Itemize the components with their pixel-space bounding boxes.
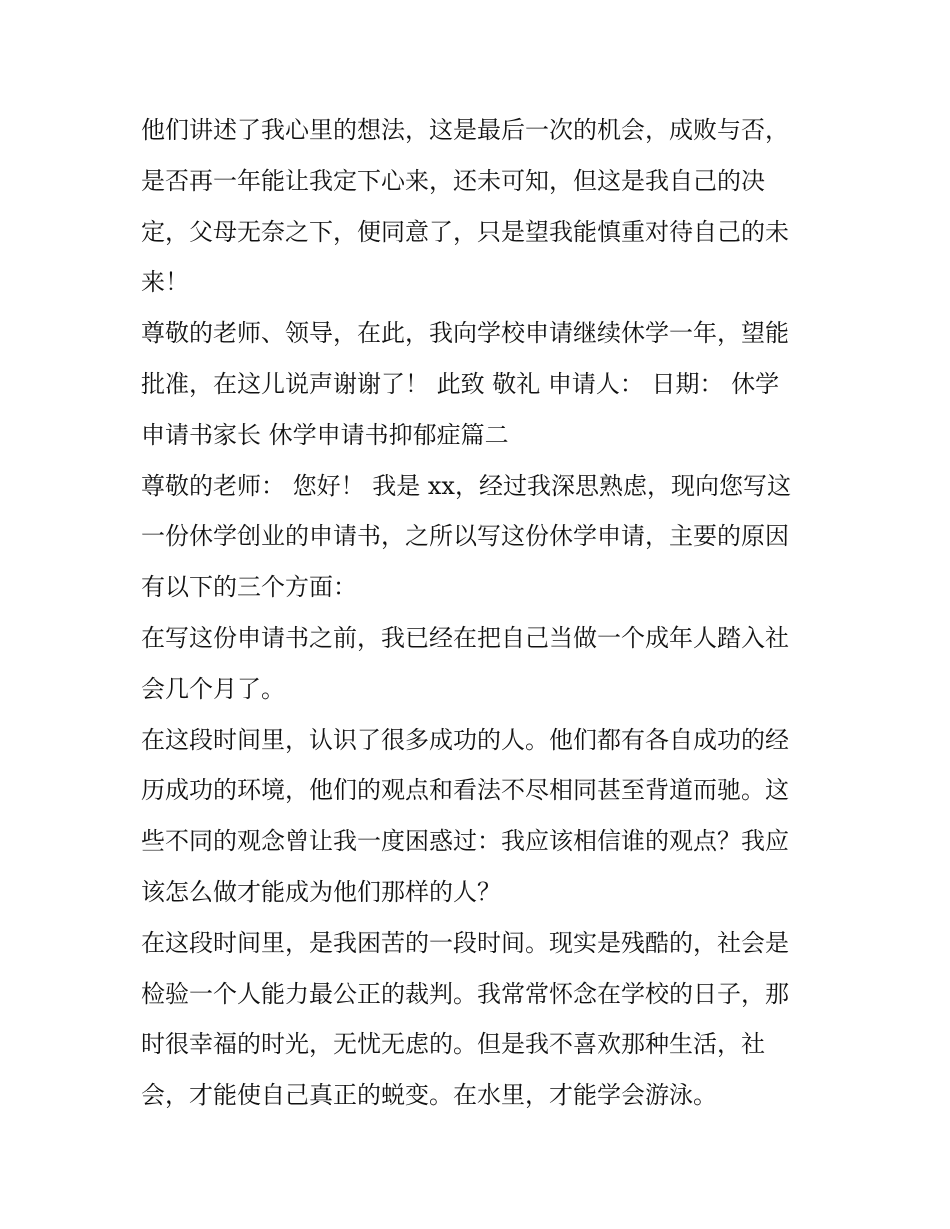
text-line: 会几个月了。 bbox=[141, 674, 285, 703]
text-line: 时很幸福的时光，无忧无虑的。但是我不喜欢那种生活，社 bbox=[141, 1030, 765, 1059]
text-line: 历成功的环境，他们的观点和看法不尽相同甚至背道而驰。这 bbox=[141, 776, 789, 805]
text-line: 在这段时间里，是我困苦的一段时间。现实是残酷的，社会是 bbox=[141, 928, 789, 957]
text-line: 定，父母无奈之下，便同意了，只是望我能慎重对待自己的未 bbox=[141, 217, 789, 246]
text-line: 一份休学创业的申请书，之所以写这份休学申请，主要的原因 bbox=[141, 522, 789, 551]
text-line: 尊敬的老师、领导，在此，我向学校申请继续休学一年，望能 bbox=[141, 319, 789, 348]
text-line: 来！ bbox=[141, 268, 189, 297]
body-text bbox=[141, 105, 821, 1121]
text-line: 检验一个人能力最公正的裁判。我常常怀念在学校的日子，那 bbox=[141, 979, 789, 1008]
text-line: 是否再一年能让我定下心来，还未可知，但这是我自己的决 bbox=[141, 166, 765, 195]
text-line: 在写这份申请书之前，我已经在把自己当做一个成年人踏入社 bbox=[141, 623, 789, 652]
text-line: 会，才能使自己真正的蜕变。在水里，才能学会游泳。 bbox=[141, 1081, 717, 1110]
text-line: 申请书家长 休学申请书抑郁症篇二 bbox=[141, 420, 509, 449]
text-line: 在这段时间里，认识了很多成功的人。他们都有各自成功的经 bbox=[141, 725, 789, 754]
text-line: 些不同的观念曾让我一度困惑过：我应该相信谁的观点？我应 bbox=[141, 827, 789, 856]
text-line: 他们讲述了我心里的想法，这是最后一次的机会，成败与否， bbox=[141, 116, 789, 144]
text-line: 该怎么做才能成为他们那样的人？ bbox=[141, 877, 501, 906]
text-line: 批准，在这儿说声谢谢了！ 此致 敬礼 申请人： 日期： 休学 bbox=[141, 369, 780, 398]
text-line: 尊敬的老师： 您好！ 我是 xx，经过我深思熟虑，现向您写这 bbox=[141, 471, 791, 500]
text-line: 有以下的三个方面： bbox=[141, 573, 357, 602]
